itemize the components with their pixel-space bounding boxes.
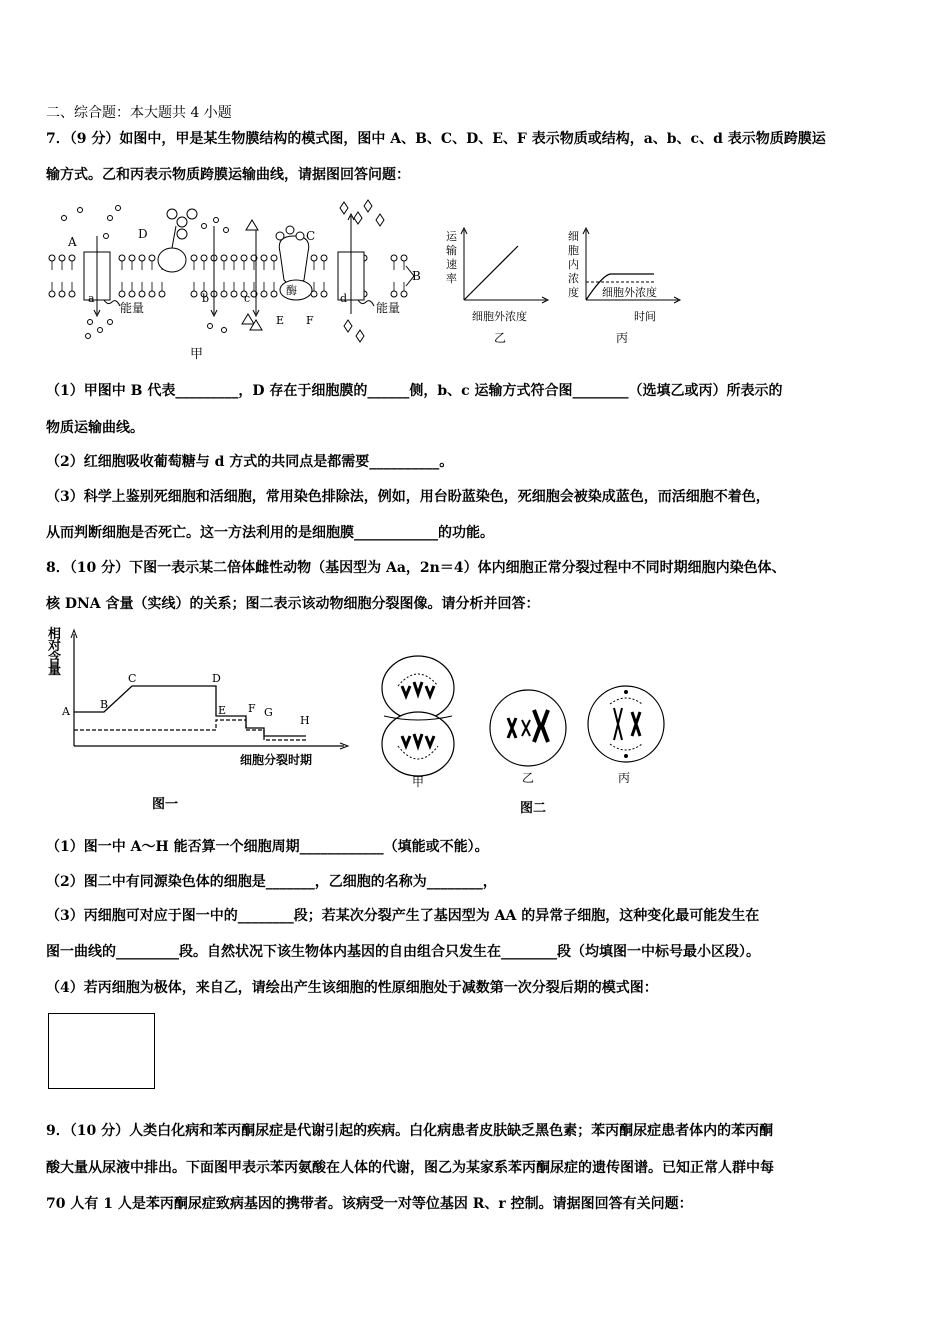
q9-stem-line1: 9．（10 分）人类白化病和苯丙酮尿症是代谢引起的疾病。白化病患者皮肤缺乏黑色素；苯丙酮尿症患者体内的苯丙酮 (46, 1123, 774, 1139)
drawing-answer-box[interactable] (48, 1013, 155, 1089)
label-B: B (412, 269, 421, 283)
label-c: c (244, 292, 251, 305)
point-label-F: F (248, 702, 256, 715)
graph-yi-ylabel-char: 速 (446, 258, 457, 271)
figure-one-ylabel-char: 对 (48, 639, 62, 654)
graph-yi-ylabel-char: 率 (446, 272, 457, 285)
figure-one-caption: 图一 (152, 797, 179, 812)
graph-bing-ylabel-char: 内 (568, 258, 579, 271)
q8-part1: （1）图一中 A～H 能否算一个细胞周期____________（填能或不能）。 (46, 839, 489, 855)
q8-part3-line2: 图一曲线的_________段。自然状况下该生物体内基因的自由组合只发生在________段（均填图一中标号最小区段）。 (46, 944, 760, 960)
q8-stem-line1: 8．（10 分）下图一表示某二倍体雌性动物（基因型为 Aa，2n＝4）体内细胞正常分裂过程中不同时期细胞内染色体、 (46, 560, 786, 576)
label-b: b (202, 292, 210, 305)
graph-yi (444, 224, 554, 348)
figure-one-ylabel-char: 含 (48, 651, 62, 666)
point-label-B: B (100, 698, 109, 711)
cell-jia (382, 656, 454, 776)
q8-stem-line2: 核 DNA 含量（实线）的关系；图二表示该动物细胞分裂图像。请分析并回答： (46, 596, 540, 612)
cell-yi (490, 690, 566, 766)
point-label-E: E (218, 704, 227, 717)
membrane-structure-figure (44, 196, 424, 364)
point-label-D: D (212, 672, 221, 685)
figure-two-cells (378, 652, 678, 816)
cell-bing-label: 丙 (618, 771, 631, 785)
graph-bing-ylabel-char: 度 (568, 286, 579, 299)
q7-part3-line1: （3）科学上鉴别死细胞和活细胞，常用染色排除法，例如，用台盼蓝染色，死细胞会被染成蓝色，而活细胞不着色， (46, 489, 770, 505)
chromosome-count-line (74, 720, 306, 740)
graph-bing (566, 224, 686, 348)
figure-jia-caption: 甲 (190, 347, 204, 362)
label-D: D (138, 227, 148, 241)
q7-stem-line2: 输方式。乙和丙表示物质跨膜运输曲线，请据图回答问题： (46, 167, 410, 183)
cell-yi-label: 乙 (522, 771, 535, 785)
q8-part3-line1: （3）丙细胞可对应于图一中的________段；若某次分裂产生了基因型为 AA 的异常子细胞，这种变化最可能发生在 (46, 908, 760, 924)
label-A: A (68, 235, 77, 249)
q9-stem-line3: 70 人有 1 人是苯丙酮尿症致病基因的携带者。该病受一对等位基因 R、r 控制。请据图回答有关问题： (46, 1196, 693, 1212)
graph-bing-ylabel-char: 胞 (568, 244, 579, 257)
graph-bing-ylabel-char: 细 (568, 230, 579, 243)
figure-one-ylabel-char: 量 (48, 663, 62, 678)
q7-part1-line2: 物质运输曲线。 (46, 420, 144, 436)
enzyme-label: 酶 (286, 284, 297, 297)
point-label-H: H (300, 714, 310, 727)
energy-label-2: 能量 (376, 301, 401, 315)
q7-part1-line1: （1）甲图中 B 代表_________，D 存在于细胞膜的______侧，b、c 运输方式符合图________（选填乙或丙）所表示的 (46, 383, 783, 399)
label-a: a (88, 292, 95, 305)
graph-bing-ylabel-char: 浓 (568, 272, 579, 285)
q9-stem-line2: 酸大量从尿液中排出。下面图甲表示苯丙氨酸在人体的代谢，图乙为某家系苯丙酮尿症的遗传图谱。已知正常人群中每 (46, 1160, 774, 1176)
figure-one-ylabel (47, 626, 61, 678)
point-label-A: A (62, 705, 70, 718)
point-label-C: C (128, 672, 137, 685)
label-F: F (306, 314, 314, 327)
point-label-G: G (264, 706, 273, 719)
graph-yi-caption: 乙 (494, 331, 507, 345)
figure-one-graph (44, 624, 364, 818)
label-E: E (276, 314, 285, 327)
figure-two-caption: 图二 (520, 801, 547, 816)
q8-part4: （4）若丙细胞为极体，来自乙，请绘出产生该细胞的性原细胞处于减数第一次分裂后期的模式图： (46, 980, 658, 996)
energy-label-1: 能量 (120, 301, 145, 315)
cell-jia-label: 甲 (412, 775, 425, 789)
graph-bing-caption: 丙 (616, 331, 629, 345)
figure-one-point-labels (61, 672, 310, 727)
q7-part3-line2: 从而判断细胞是否死亡。这一方法利用的是细胞膜____________的功能。 (46, 525, 494, 541)
figure-one-xlabel: 细胞分裂时期 (240, 753, 313, 767)
graph-yi-line (464, 246, 518, 300)
figure-one-ylabel-char: 相 (48, 627, 62, 642)
label-C: C (306, 229, 316, 243)
graph-yi-ylabel-char: 运 (446, 230, 457, 243)
cell-bing (588, 686, 664, 762)
q7-part2: （2）红细胞吸收葡萄糖与 d 方式的共同点是都需要__________。 (46, 454, 454, 470)
q7-stem-line1: 7．（9 分）如图中，甲是某生物膜结构的模式图，图中 A、B、C、D、E、F 表示物质或结构，a、b、c、d 表示物质跨膜运 (46, 131, 826, 147)
section-heading: 二、综合题：本大题共 4 小题 (46, 105, 232, 121)
graph-yi-xlabel: 细胞外浓度 (472, 310, 527, 323)
glycoprotein-d (158, 248, 186, 272)
graph-yi-ylabel (446, 230, 458, 285)
q8-part2: （2）图二中有同源染色体的细胞是_______，乙细胞的名称为________， (46, 874, 497, 890)
graph-bing-ylabel (568, 230, 579, 299)
graph-bing-dashed-label: 细胞外浓度 (602, 286, 657, 299)
graph-bing-xlabel: 时间 (634, 310, 656, 323)
graph-yi-ylabel-char: 输 (446, 244, 457, 257)
carrier-protein (279, 236, 308, 286)
label-d: d (340, 292, 348, 305)
